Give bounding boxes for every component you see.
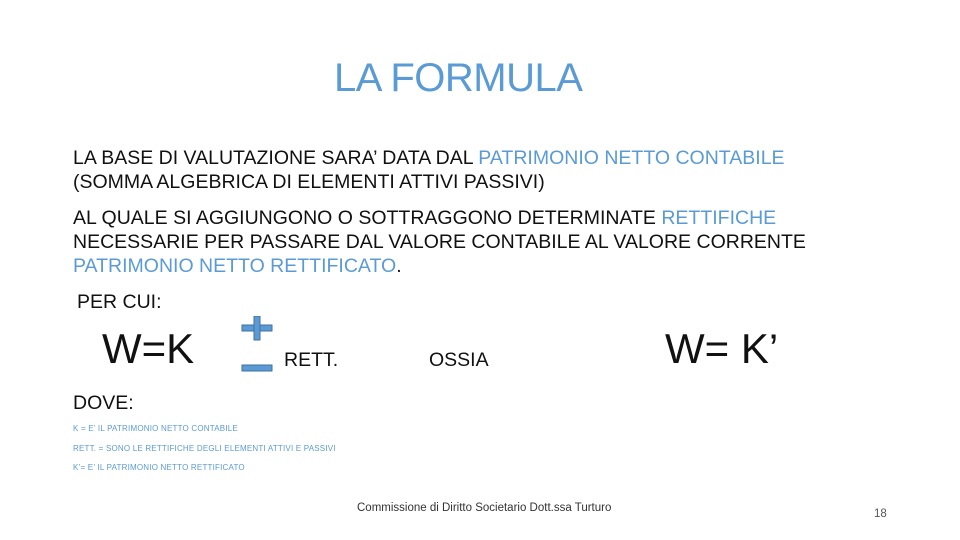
- definition-item: K’= E’ IL PATRIMONIO NETTO RETTIFICATO: [73, 463, 245, 472]
- highlight-text: PATRIMONIO NETTO RETTIFICATO: [73, 255, 397, 277]
- footer-text: Commissione di Diritto Societario Dott.ssa Turturo: [357, 502, 612, 514]
- formula-rett: RETT.: [284, 349, 339, 371]
- paragraph-line: [73, 146, 785, 170]
- highlight-text: RETTIFICHE: [661, 207, 777, 229]
- formula-left: W=K: [102, 325, 195, 372]
- plus-minus-icon: [240, 316, 274, 374]
- slide-title: LA FORMULA: [334, 56, 583, 100]
- paragraph-line: (SOMMA ALGEBRICA DI ELEMENTI ATTIVI PASSIVI): [73, 171, 545, 193]
- paragraph-line: NECESSARIE PER PASSARE DAL VALORE CONTABILE AL VALORE CORRENTE: [73, 231, 806, 253]
- highlight-text: PATRIMONIO NETTO CONTABILE: [478, 147, 785, 169]
- formula-ossia: OSSIA: [429, 349, 489, 371]
- definition-item: K = E’ IL PATRIMONIO NETTO CONTABILE: [73, 424, 238, 433]
- paragraph-text: .: [396, 255, 402, 277]
- paragraph-text: LA BASE DI VALUTAZIONE SARA’ DATA DAL: [73, 147, 479, 169]
- dove-label: DOVE:: [73, 392, 134, 414]
- formula-right: W= K’: [665, 325, 779, 372]
- definition-item: RETT. = SONO LE RETTIFICHE DEGLI ELEMENTI ATTIVI E PASSIVI: [73, 444, 336, 453]
- paragraph-text: AL QUALE SI AGGIUNGONO O SOTTRAGGONO DETERMINATE: [73, 207, 662, 229]
- per-cui-label: PER CUI:: [77, 291, 162, 313]
- paragraph-line: [73, 206, 776, 230]
- paragraph-line: [73, 254, 402, 278]
- page-number: 18: [874, 508, 887, 520]
